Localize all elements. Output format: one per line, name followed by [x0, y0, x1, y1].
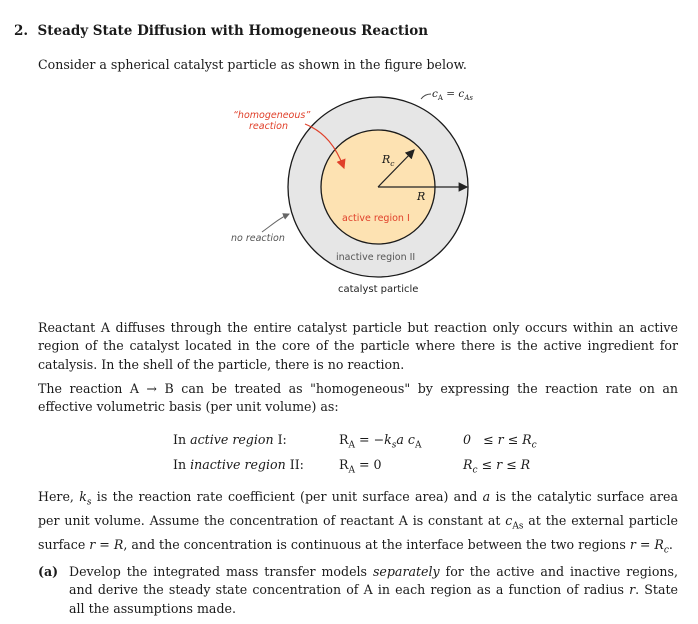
- eq2-formula: $R_A = 0$: [339, 457, 382, 476]
- label-active-region: active region I: [342, 213, 410, 224]
- paragraph-2: [38, 380, 678, 417]
- eq2-range: $R_c \le r \le R$: [463, 457, 531, 476]
- no-reaction-arrow: [262, 214, 289, 232]
- catalyst-diagram: [0, 0, 698, 310]
- part-a-label: (a): [38, 564, 59, 579]
- paragraph-3-text: Here, $k_s$ is the reaction rate coefficient (per unit surface area) and a is the catalytic surface area per unit volume. Assume the concentration of reactant A is constant at $c_{As}$ at the external particle surface r = R, and the concentration is continuous at the interface between the two regions $r = R_c$.: [38, 489, 678, 556]
- label-no-reaction: no reaction: [231, 233, 285, 244]
- part-a: [38, 563, 678, 618]
- boundary-pointer: [421, 94, 431, 99]
- section-title: Steady State Diffusion with Homogeneous Reaction: [37, 23, 429, 39]
- label-R: R: [417, 190, 426, 203]
- paragraph-1-text: Reactant A diffuses through the entire catalyst particle but reaction only occurs within an active region of the catalyst located in the core of the particle where there is the active ingredient for catalysis. In the shell of the particle, there is no reaction.: [38, 320, 678, 372]
- eq1-region: In active region I:: [173, 432, 287, 447]
- eq1-formula: $R_A = -k_sa$ $c_A$: [339, 432, 422, 451]
- paragraph-2-text: The reaction A → B can be treated as "homogeneous" by expressing the reaction rate on an effective volumetric basis (per unit volume) as:: [38, 381, 678, 415]
- label-inactive-region: inactive region II: [336, 252, 416, 263]
- catalyst-figure: [0, 0, 698, 310]
- paragraph-1: [38, 319, 678, 374]
- label-reaction: reaction: [249, 121, 288, 132]
- label-Rc: $R_c$: [382, 153, 395, 169]
- eq2-region: In inactive region II:: [173, 457, 304, 472]
- paragraph-3: [38, 488, 678, 560]
- label-boundary-condition: $c_A = c_{As}$: [432, 88, 473, 103]
- section-number: 2.: [14, 23, 29, 39]
- label-homogeneous: “homogeneous”: [233, 110, 311, 121]
- part-a-text: Develop the integrated mass transfer models separately for the active and inactive regions, and derive the steady state concentration of A in each region as a function of radius r. State all the assumptions made.: [69, 564, 679, 616]
- eq1-range: $0 \le r \le R_c$: [463, 432, 537, 451]
- figure-caption: catalyst particle: [338, 284, 419, 295]
- intro-text: Consider a spherical catalyst particle as shown in the figure below.: [38, 57, 467, 72]
